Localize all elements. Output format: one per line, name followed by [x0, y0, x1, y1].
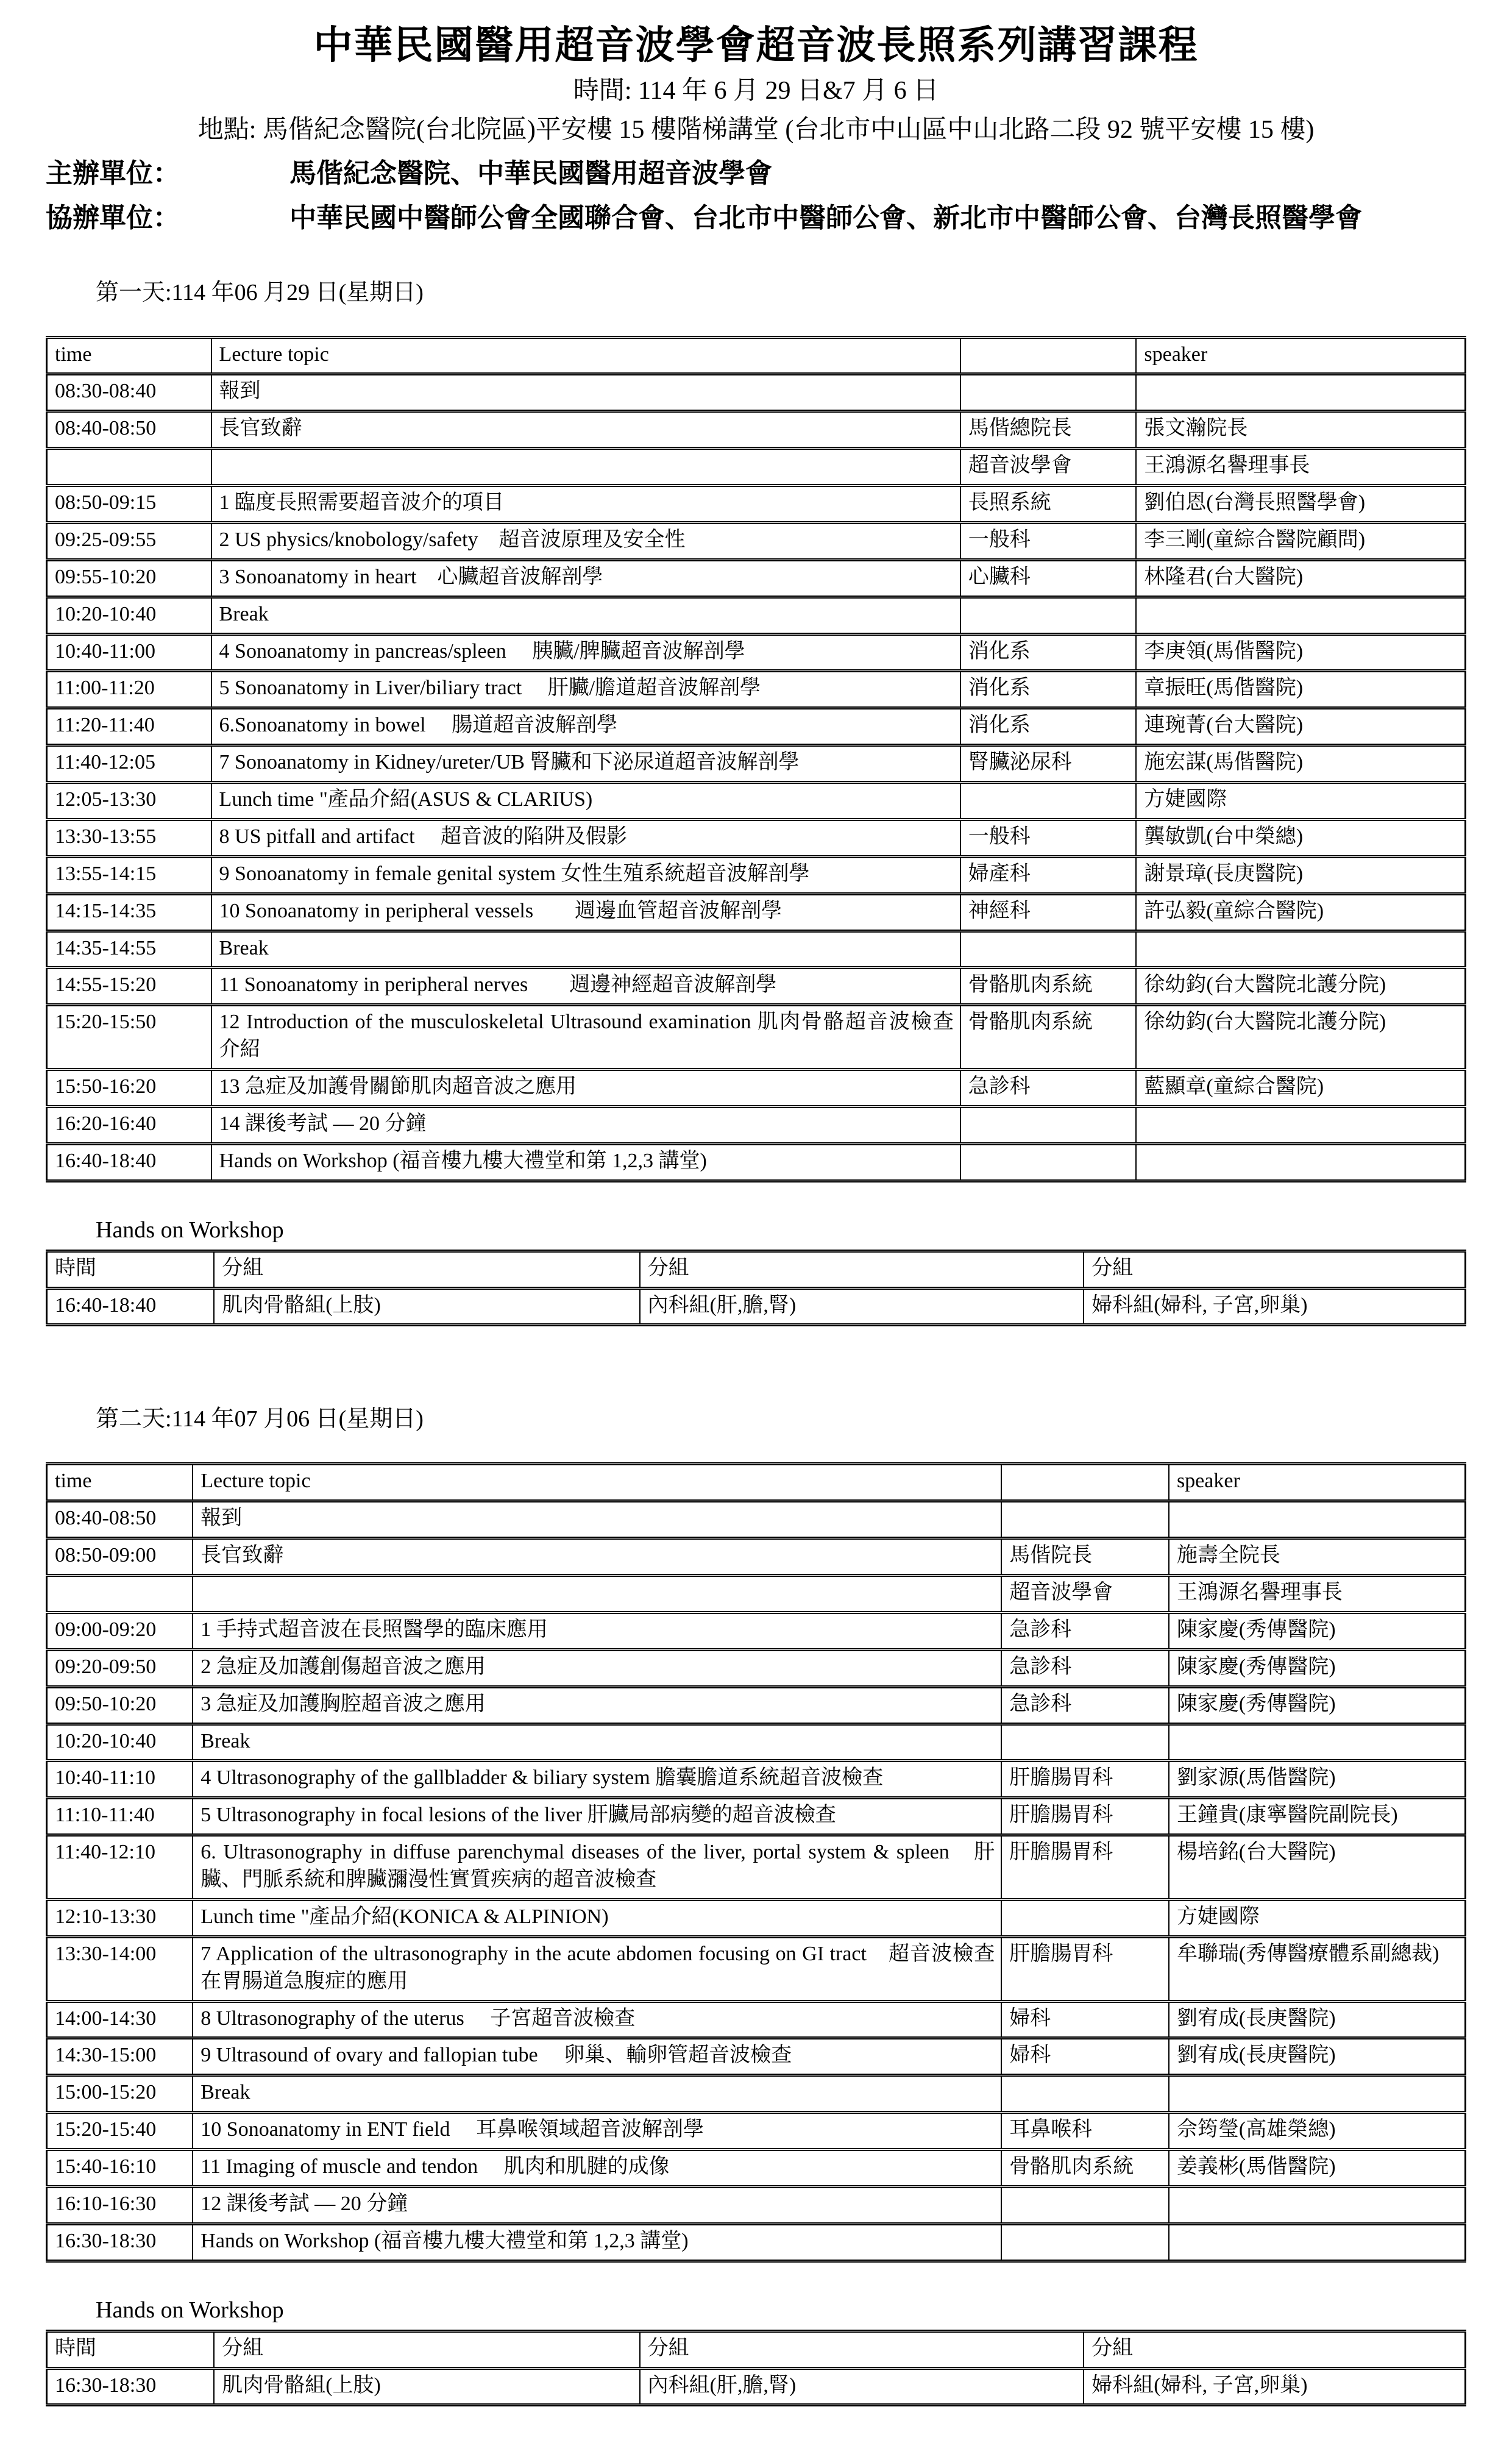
day2-workshop-table — [46, 2330, 1466, 2407]
table-row — [47, 1687, 1466, 1724]
table-cell: 牟聯瑞(秀傳醫療體系副總裁) — [1169, 1936, 1466, 2001]
table-cell: 11:40-12:05 — [47, 745, 211, 783]
table-row — [47, 1501, 1466, 1538]
table-cell — [1169, 2224, 1466, 2261]
table-cell: 14:55-15:20 — [47, 968, 211, 1005]
table-cell: 15:00-15:20 — [47, 2075, 193, 2113]
table-cell — [1001, 2224, 1169, 2261]
table-cell: 08:30-08:40 — [47, 374, 211, 411]
column-header-time: time — [47, 337, 211, 374]
table-cell: 陳家慶(秀傳醫院) — [1169, 1612, 1466, 1649]
table-row — [47, 1143, 1466, 1181]
table-cell: 16:10-16:30 — [47, 2186, 193, 2224]
table-cell: 2 US physics/knobology/safety 超音波原理及安全性 — [211, 522, 960, 560]
table-cell: Break — [211, 931, 960, 968]
table-cell: 陳家慶(秀傳醫院) — [1169, 1649, 1466, 1687]
table-cell: 劉宥成(長庚醫院) — [1169, 2001, 1466, 2038]
table-cell: 骨骼肌肉系統 — [1001, 2150, 1169, 2187]
table-cell: 14:30-15:00 — [47, 2038, 193, 2075]
table-cell: 佘筠瑩(高雄榮總) — [1169, 2113, 1466, 2150]
table-cell — [211, 449, 960, 486]
table-cell — [1136, 597, 1465, 634]
table-cell: 5 Ultrasonography in focal lesions of the liver 肝臟局部病變的超音波檢查 — [193, 1798, 1001, 1835]
table-row — [47, 671, 1466, 708]
table-cell: 14:00-14:30 — [47, 2001, 193, 2038]
table-row — [47, 819, 1466, 856]
table-row — [47, 1070, 1466, 1107]
table-row — [47, 1835, 1466, 1900]
table-cell: 6. Ultrasonography in diffuse parenchymal diseases of the liver, portal system & spleen 肝臟、門脈系統和脾臟瀰漫性實質疾病的超音波檢查 — [193, 1835, 1001, 1900]
table-cell: 10:40-11:10 — [47, 1761, 193, 1798]
table-cell: 16:40-18:40 — [47, 1288, 215, 1325]
table-cell: 藍顯章(童綜合醫院) — [1136, 1070, 1465, 1107]
table-cell: 9 Ultrasound of ovary and fallopian tube 卵巢、輸卵管超音波檢查 — [193, 2038, 1001, 2075]
table-cell: 骨骼肌肉系統 — [960, 1005, 1137, 1070]
table-cell: 08:50-09:00 — [47, 1538, 193, 1576]
table-cell: 骨骼肌肉系統 — [960, 968, 1137, 1005]
table-cell: 李三剛(童綜合醫院顧問) — [1136, 522, 1465, 560]
table-cell: 16:30-18:30 — [47, 2224, 193, 2261]
table-cell — [960, 931, 1137, 968]
table-header-row — [47, 2331, 1466, 2368]
table-row — [47, 2001, 1466, 2038]
table-cell — [960, 1106, 1137, 1143]
table-cell: 14 課後考試 — 20 分鐘 — [211, 1106, 960, 1143]
table-row — [47, 1576, 1466, 1613]
table-row — [47, 1761, 1466, 1798]
table-cell — [1136, 931, 1465, 968]
table-cell: 方婕國際 — [1136, 783, 1465, 820]
table-cell: 王鴻源名譽理事長 — [1169, 1576, 1466, 1613]
table-cell — [960, 783, 1137, 820]
table-cell — [1001, 1724, 1169, 1761]
table-row — [47, 522, 1466, 560]
table-cell: 08:50-09:15 — [47, 486, 211, 523]
table-cell: 13:55-14:15 — [47, 856, 211, 894]
table-cell: 馬偕總院長 — [960, 411, 1137, 449]
table-cell: 11:10-11:40 — [47, 1798, 193, 1835]
table-cell: 消化系 — [960, 634, 1137, 671]
table-cell: 15:20-15:50 — [47, 1005, 211, 1070]
table-cell: 4 Ultrasonography of the gallbladder & biliary system 膽囊膽道系統超音波檢查 — [193, 1761, 1001, 1798]
table-row — [47, 1649, 1466, 1687]
table-cell: 10 Sonoanatomy in peripheral vessels 週邊血管超音波解剖學 — [211, 894, 960, 931]
table-cell — [960, 597, 1137, 634]
table-cell — [1136, 374, 1465, 411]
day2-schedule-table — [46, 1462, 1466, 2262]
table-cell: Break — [211, 597, 960, 634]
table-cell: 徐幼鈞(台大醫院北護分院) — [1136, 968, 1465, 1005]
table-cell: 內科組(肝,膽,腎) — [640, 2368, 1084, 2405]
table-cell: 婦產科 — [960, 856, 1137, 894]
table-row — [47, 2368, 1466, 2405]
table-cell: 12:05-13:30 — [47, 783, 211, 820]
table-cell: 12:10-13:30 — [47, 1899, 193, 1936]
table-cell: 急診科 — [960, 1070, 1137, 1107]
table-row — [47, 486, 1466, 523]
location-line: 地點: 馬偕紀念醫院(台北院區)平安樓 15 樓階梯講堂 (台北市中山區中山北路二段 92 號平安樓 15 樓) — [197, 116, 1315, 144]
table-cell — [193, 1576, 1001, 1613]
table-cell: 方婕國際 — [1169, 1899, 1466, 1936]
table-row — [47, 2150, 1466, 2187]
table-cell: 長照系統 — [960, 486, 1137, 523]
table-row — [47, 597, 1466, 634]
table-header-row — [47, 337, 1466, 374]
column-header-time: 時間 — [47, 1251, 215, 1288]
table-cell: 08:40-08:50 — [47, 1501, 193, 1538]
table-cell: 09:55-10:20 — [47, 560, 211, 597]
table-cell: 1 臨度長照需要超音波介的項目 — [211, 486, 960, 523]
column-header-group2: 分組 — [640, 1251, 1084, 1288]
table-row — [47, 374, 1466, 411]
table-cell: 1 手持式超音波在長照醫學的臨床應用 — [193, 1612, 1001, 1649]
table-cell: 3 急症及加護胸腔超音波之應用 — [193, 1687, 1001, 1724]
table-cell: 11:40-12:10 — [47, 1835, 193, 1900]
table-row — [47, 1106, 1466, 1143]
table-cell: 4 Sonoanatomy in pancreas/spleen 胰臟/脾臟超音波解剖學 — [211, 634, 960, 671]
table-cell: 馬偕院長 — [1001, 1538, 1169, 1576]
table-cell: 長官致辭 — [193, 1538, 1001, 1576]
table-row — [47, 2113, 1466, 2150]
table-cell: 5 Sonoanatomy in Liver/biliary tract 肝臟/膽道超音波解剖學 — [211, 671, 960, 708]
day1-workshop-table — [46, 1250, 1466, 1327]
table-cell: 7 Sonoanatomy in Kidney/ureter/UB 腎臟和下泌尿道超音波解剖學 — [211, 745, 960, 783]
column-header-group1: 分組 — [214, 2331, 639, 2368]
table-cell: 肌肉骨骼組(上肢) — [214, 1288, 639, 1325]
table-cell: 林隆君(台大醫院) — [1136, 560, 1465, 597]
table-cell: 15:40-16:10 — [47, 2150, 193, 2187]
table-cell: 耳鼻喉科 — [1001, 2113, 1169, 2150]
table-cell: 楊培銘(台大醫院) — [1169, 1835, 1466, 1900]
table-cell — [1169, 1724, 1466, 1761]
table-cell: 8 Ultrasonography of the uterus 子宮超音波檢查 — [193, 2001, 1001, 2038]
table-cell — [47, 1576, 193, 1613]
table-cell — [960, 374, 1137, 411]
table-row — [47, 411, 1466, 449]
table-row — [47, 2224, 1466, 2261]
day2-workshop-heading: Hands on Workshop — [96, 2297, 284, 2323]
table-cell: 12 Introduction of the musculoskeletal Ultrasound examination 肌肉骨骼超音波檢查介紹 — [211, 1005, 960, 1070]
table-row — [47, 856, 1466, 894]
table-cell — [1136, 1143, 1465, 1181]
table-cell: 16:30-18:30 — [47, 2368, 215, 2405]
table-cell: 婦科組(婦科, 子宮,卵巢) — [1084, 2368, 1465, 2405]
table-cell: 龔敏凱(台中榮總) — [1136, 819, 1465, 856]
table-cell: 14:15-14:35 — [47, 894, 211, 931]
organizer-value: 馬偕紀念醫院、中華民國醫用超音波學會 — [289, 158, 772, 188]
table-cell: 報到 — [193, 1501, 1001, 1538]
table-cell: 09:25-09:55 — [47, 522, 211, 560]
table-cell: 10 Sonoanatomy in ENT field 耳鼻喉領域超音波解剖學 — [193, 2113, 1001, 2150]
table-cell: Lunch time "產品介紹(KONICA & ALPINION) — [193, 1899, 1001, 1936]
table-cell: 急診科 — [1001, 1687, 1169, 1724]
column-header-category — [960, 337, 1137, 374]
table-cell: 張文瀚院長 — [1136, 411, 1465, 449]
table-cell: 劉家源(馬偕醫院) — [1169, 1761, 1466, 1798]
table-cell: 10:20-10:40 — [47, 597, 211, 634]
day1-schedule-table — [46, 336, 1466, 1182]
table-row — [47, 560, 1466, 597]
table-cell: 7 Application of the ultrasonography in the acute abdomen focusing on GI tract 超音波檢查在胃腸道急腹症的應用 — [193, 1936, 1001, 2001]
table-cell: 謝景璋(長庚醫院) — [1136, 856, 1465, 894]
table-cell: 超音波學會 — [960, 449, 1137, 486]
column-header-group3: 分組 — [1084, 2331, 1465, 2368]
table-cell: 10:20-10:40 — [47, 1724, 193, 1761]
table-row — [47, 2075, 1466, 2113]
table-cell: 09:00-09:20 — [47, 1612, 193, 1649]
table-cell: 消化系 — [960, 708, 1137, 745]
table-cell: 09:20-09:50 — [47, 1649, 193, 1687]
table-row — [47, 708, 1466, 745]
table-row — [47, 1724, 1466, 1761]
table-cell: 心臟科 — [960, 560, 1137, 597]
table-cell: 肝膽腸胃科 — [1001, 1761, 1169, 1798]
table-row — [47, 1005, 1466, 1070]
table-row — [47, 968, 1466, 1005]
organizer-label: 主辦單位： — [46, 158, 180, 188]
column-header-group2: 分組 — [640, 2331, 1084, 2368]
table-cell: 11:00-11:20 — [47, 671, 211, 708]
table-cell: 8 US pitfall and artifact 超音波的陷阱及假影 — [211, 819, 960, 856]
table-cell: 李庚領(馬偕醫院) — [1136, 634, 1465, 671]
table-cell: 13 急症及加護骨關節肌肉超音波之應用 — [211, 1070, 960, 1107]
table-cell: 婦科組(婦科, 子宮,卵巢) — [1084, 1288, 1465, 1325]
table-cell: 急診科 — [1001, 1612, 1169, 1649]
co-organizer-label: 協辦單位： — [46, 203, 180, 233]
table-cell: 11 Sonoanatomy in peripheral nerves 週邊神經超音波解剖學 — [211, 968, 960, 1005]
table-cell: 一般科 — [960, 819, 1137, 856]
table-cell: 徐幼鈞(台大醫院北護分院) — [1136, 1005, 1465, 1070]
table-cell: Lunch time "產品介紹(ASUS & CLARIUS) — [211, 783, 960, 820]
page-title: 中華民國醫用超音波學會超音波長照系列講習課程 — [313, 24, 1199, 67]
table-cell: 腎臟泌尿科 — [960, 745, 1137, 783]
column-header-time: 時間 — [47, 2331, 215, 2368]
table-row — [47, 783, 1466, 820]
table-cell: 2 急症及加護創傷超音波之應用 — [193, 1649, 1001, 1687]
table-cell: 連琬菁(台大醫院) — [1136, 708, 1465, 745]
table-cell: 內科組(肝,膽,腎) — [640, 1288, 1084, 1325]
table-cell: Hands on Workshop (福音樓九樓大禮堂和第 1,2,3 講堂) — [211, 1143, 960, 1181]
table-cell: Break — [193, 1724, 1001, 1761]
column-header-speaker: speaker — [1169, 1464, 1466, 1501]
datetime-line: 時間: 114 年 6 月 29 日&7 月 6 日 — [573, 76, 939, 105]
table-row — [47, 634, 1466, 671]
table-cell: 肝膽腸胃科 — [1001, 1798, 1169, 1835]
column-header-speaker: speaker — [1136, 337, 1465, 374]
table-row — [47, 1288, 1466, 1325]
table-row — [47, 931, 1466, 968]
table-cell: 6.Sonoanatomy in bowel 腸道超音波解剖學 — [211, 708, 960, 745]
table-cell — [1001, 1899, 1169, 1936]
table-row — [47, 1612, 1466, 1649]
table-header-row — [47, 1464, 1466, 1501]
table-cell: 13:30-14:00 — [47, 1936, 193, 2001]
table-cell: 婦科 — [1001, 2001, 1169, 2038]
table-cell: 報到 — [211, 374, 960, 411]
table-cell: 3 Sonoanatomy in heart 心臟超音波解剖學 — [211, 560, 960, 597]
table-cell: 09:50-10:20 — [47, 1687, 193, 1724]
column-header-group1: 分組 — [214, 1251, 639, 1288]
table-cell — [1169, 2075, 1466, 2113]
table-row — [47, 1899, 1466, 1936]
table-cell: 15:50-16:20 — [47, 1070, 211, 1107]
table-cell: 急診科 — [1001, 1649, 1169, 1687]
table-cell — [1169, 2186, 1466, 2224]
table-cell: 13:30-13:55 — [47, 819, 211, 856]
table-cell: 施宏謀(馬偕醫院) — [1136, 745, 1465, 783]
table-row — [47, 2186, 1466, 2224]
table-cell — [1001, 2186, 1169, 2224]
table-cell: 劉伯恩(台灣長照醫學會) — [1136, 486, 1465, 523]
table-row — [47, 2038, 1466, 2075]
column-header-category — [1001, 1464, 1169, 1501]
table-cell: 長官致辭 — [211, 411, 960, 449]
column-header-group3: 分組 — [1084, 1251, 1465, 1288]
table-row — [47, 1798, 1466, 1835]
co-organizer-value: 中華民國中醫師公會全國聯合會、台北市中醫師公會、新北市中醫師公會、台灣長照醫學會 — [289, 203, 1362, 233]
table-cell: 9 Sonoanatomy in female genital system 女性生殖系統超音波解剖學 — [211, 856, 960, 894]
table-cell: 11:20-11:40 — [47, 708, 211, 745]
table-cell: Break — [193, 2075, 1001, 2113]
table-cell: Hands on Workshop (福音樓九樓大禮堂和第 1,2,3 講堂) — [193, 2224, 1001, 2261]
day1-heading: 第一天:114 年06 月29 日(星期日) — [96, 279, 424, 305]
table-cell — [47, 449, 211, 486]
table-cell — [1136, 1106, 1465, 1143]
table-cell: 施壽全院長 — [1169, 1538, 1466, 1576]
table-cell: 15:20-15:40 — [47, 2113, 193, 2150]
table-cell: 許弘毅(童綜合醫院) — [1136, 894, 1465, 931]
table-cell: 陳家慶(秀傳醫院) — [1169, 1687, 1466, 1724]
column-header-time: time — [47, 1464, 193, 1501]
table-row — [47, 745, 1466, 783]
table-cell: 肝膽腸胃科 — [1001, 1835, 1169, 1900]
table-row — [47, 1538, 1466, 1576]
day1-workshop-heading: Hands on Workshop — [96, 1217, 284, 1243]
table-cell: 王鴻源名譽理事長 — [1136, 449, 1465, 486]
table-cell: 王鐘貴(康寧醫院副院長) — [1169, 1798, 1466, 1835]
table-cell: 11 Imaging of muscle and tendon 肌肉和肌腱的成像 — [193, 2150, 1001, 2187]
table-cell: 16:40-18:40 — [47, 1143, 211, 1181]
table-row — [47, 1936, 1466, 2001]
table-cell: 肝膽腸胃科 — [1001, 1936, 1169, 2001]
day2-heading: 第二天:114 年07 月06 日(星期日) — [96, 1406, 424, 1432]
table-cell: 16:20-16:40 — [47, 1106, 211, 1143]
table-cell: 一般科 — [960, 522, 1137, 560]
table-header-row — [47, 1251, 1466, 1288]
table-cell: 劉宥成(長庚醫院) — [1169, 2038, 1466, 2075]
table-cell: 10:40-11:00 — [47, 634, 211, 671]
table-cell — [960, 1143, 1137, 1181]
table-cell: 08:40-08:50 — [47, 411, 211, 449]
co-organizer-line — [46, 200, 1466, 236]
table-cell — [1169, 1501, 1466, 1538]
table-cell: 12 課後考試 — 20 分鐘 — [193, 2186, 1001, 2224]
table-cell: 肌肉骨骼組(上肢) — [214, 2368, 639, 2405]
table-cell — [1001, 1501, 1169, 1538]
table-row — [47, 449, 1466, 486]
table-cell: 婦科 — [1001, 2038, 1169, 2075]
column-header-topic: Lecture topic — [193, 1464, 1001, 1501]
table-cell: 消化系 — [960, 671, 1137, 708]
table-cell: 超音波學會 — [1001, 1576, 1169, 1613]
table-cell: 姜義彬(馬偕醫院) — [1169, 2150, 1466, 2187]
table-cell — [1001, 2075, 1169, 2113]
table-cell: 章振旺(馬偕醫院) — [1136, 671, 1465, 708]
column-header-topic: Lecture topic — [211, 337, 960, 374]
table-row — [47, 894, 1466, 931]
table-cell: 神經科 — [960, 894, 1137, 931]
table-cell: 14:35-14:55 — [47, 931, 211, 968]
organizer-line — [46, 155, 1466, 191]
